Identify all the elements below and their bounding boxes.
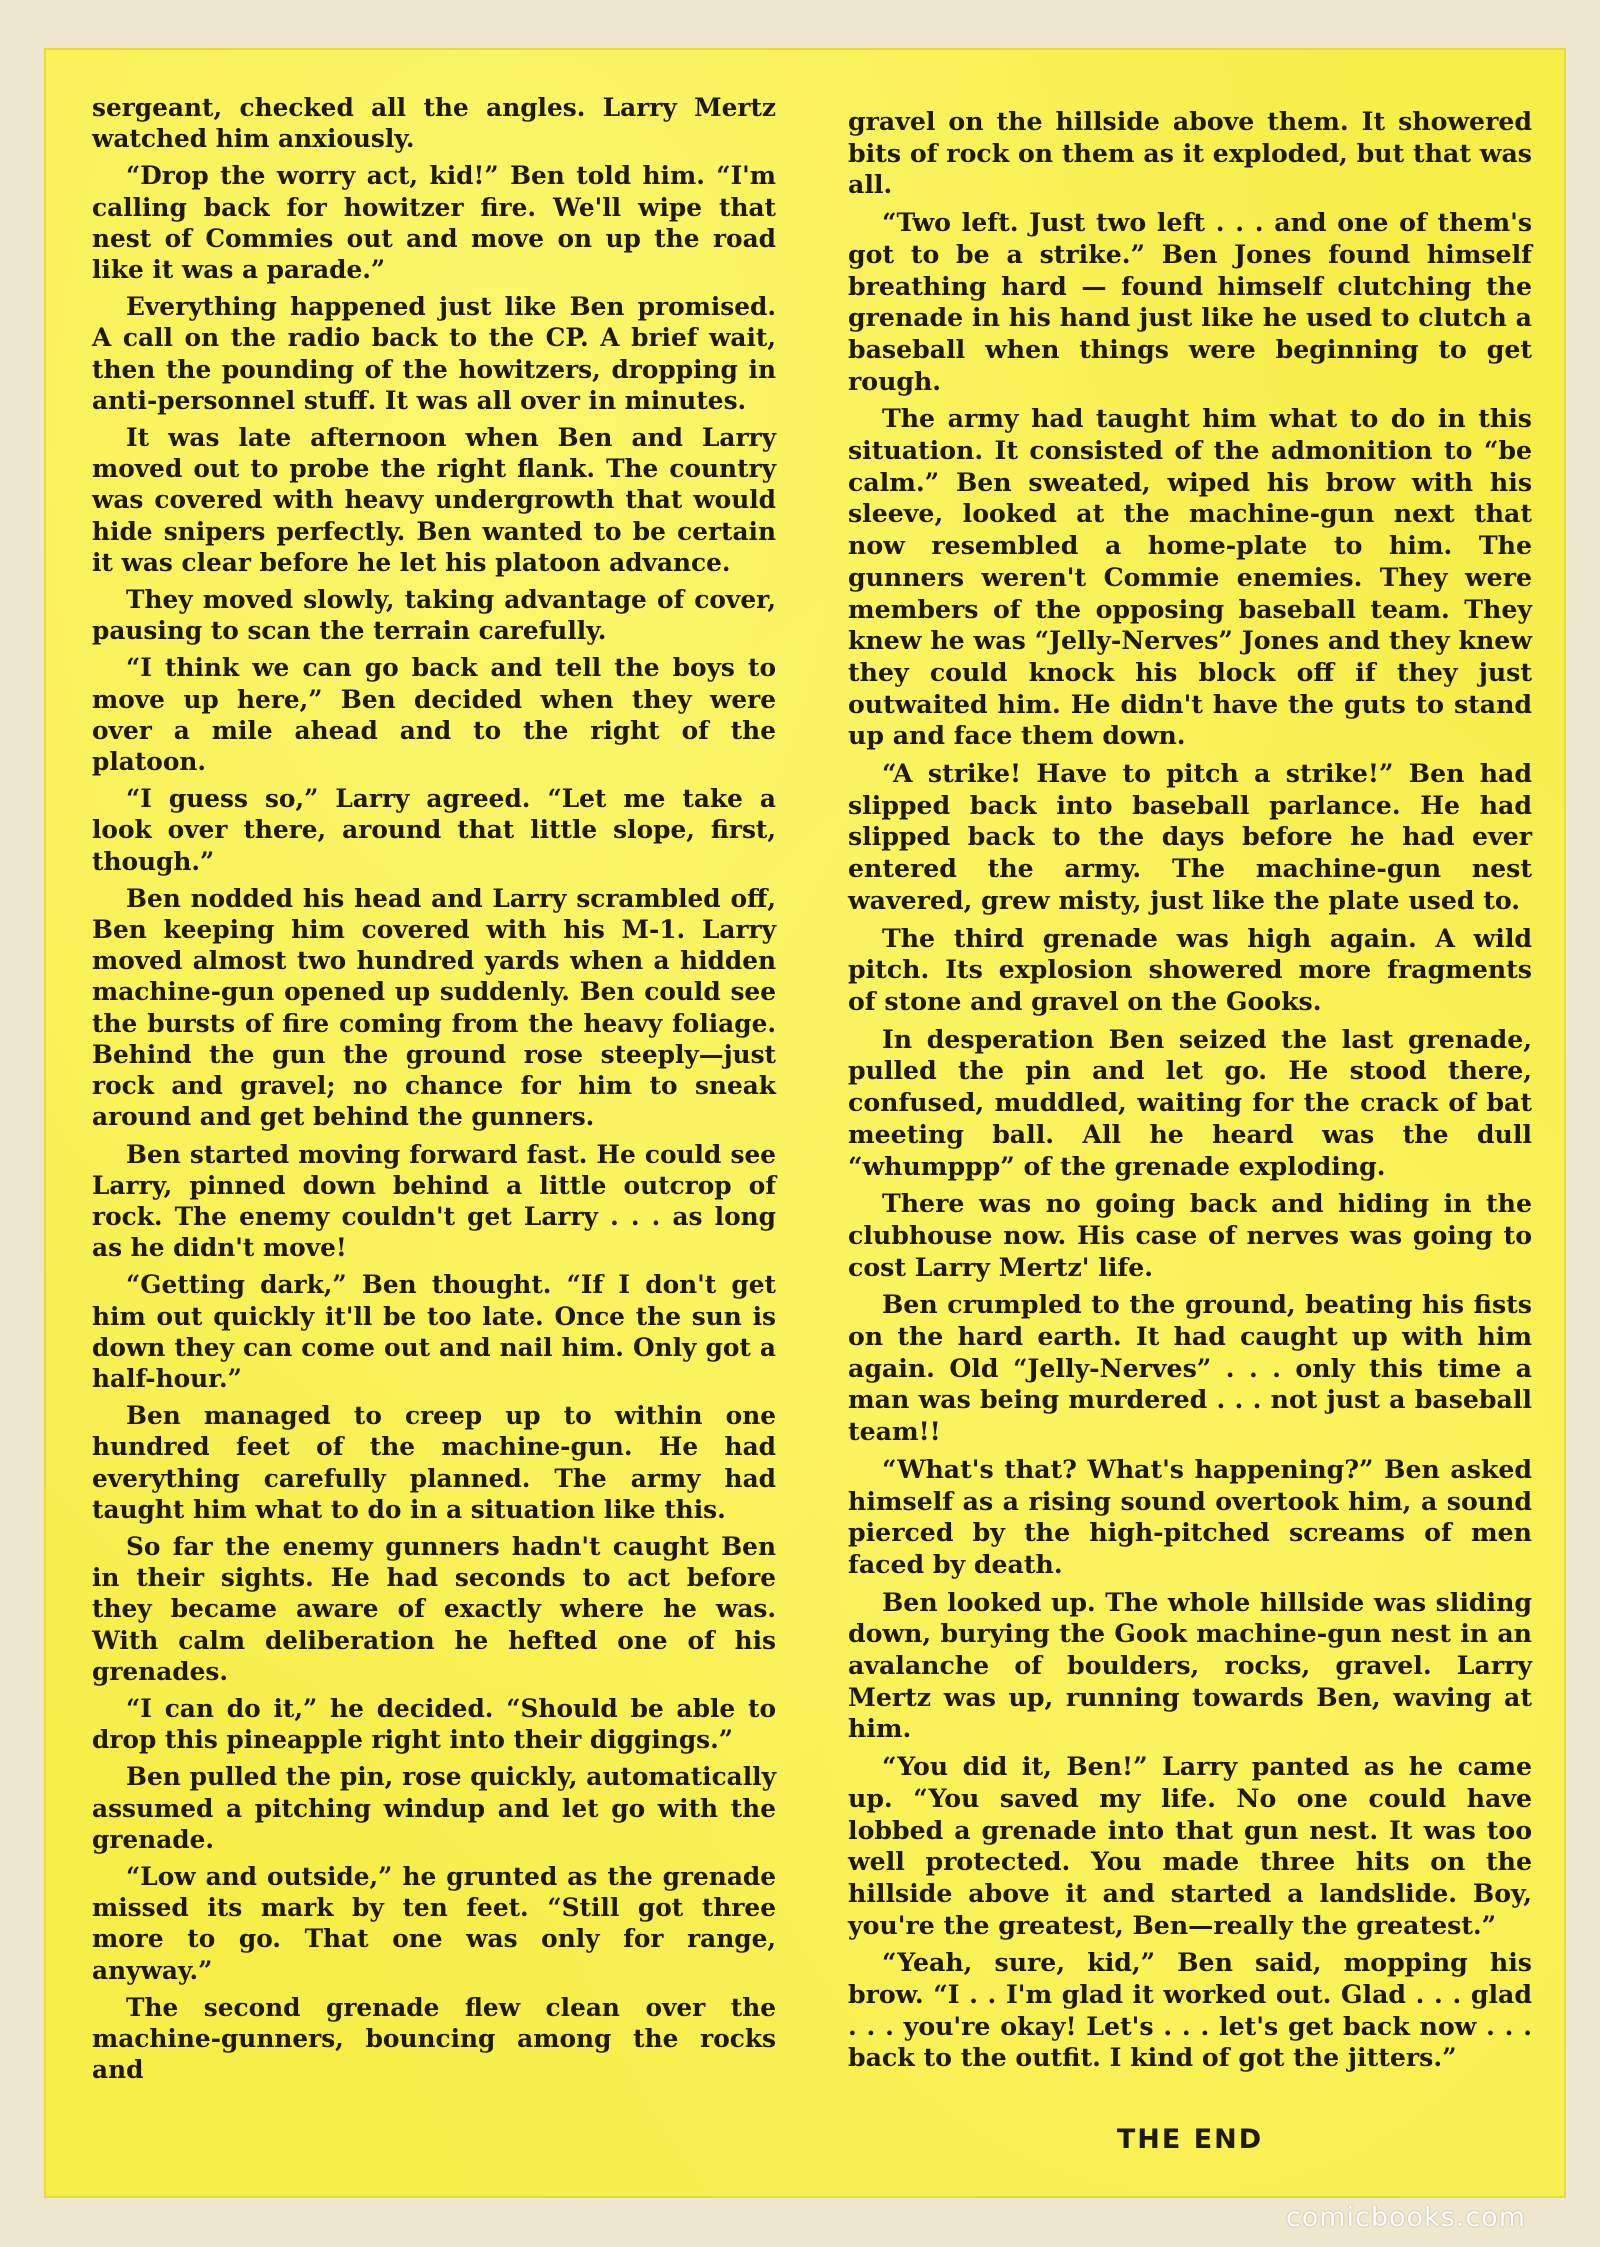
paragraph: Ben crumpled to the ground, beating his fists on the hard earth. It had caught up with him again. Old “Jelly-Nerves” . . . only this time a man was being murdered . . . not just a baseball team!!	[848, 1289, 1532, 1447]
left-text-column	[92, 92, 776, 2091]
paragraph: Ben looked up. The whole hillside was sliding down, burying the Gook machine-gun nest in an avalanche of boulders, rocks, gravel. Larry Mertz was up, running towards Ben, waving at him.	[848, 1586, 1532, 1744]
paragraph: So far the enemy gunners hadn't caught Ben in their sights. He had seconds to act before they became aware of exactly where he was. With calm deliberation he hefted one of his grenades.	[92, 1531, 776, 1686]
paragraph: Ben nodded his head and Larry scrambled off, Ben keeping him covered with his M-1. Larry moved almost two hundred yards when a hidden machine-gun opened up suddenly. Ben could see the bursts of fire coming from the heavy foliage. Behind the gun the ground rose steeply—just rock and gravel; no chance for him to sneak around and get behind the gunners.	[92, 883, 776, 1132]
paragraph: “Yeah, sure, kid,” Ben said, mopping his brow. “I . . I'm glad it worked out. Glad . . . glad . . . you're okay! Let's . . . let's get back now . . . back to the outfit. I kind of got the jitters.”	[848, 1947, 1532, 2073]
paragraph: It was late afternoon when Ben and Larry moved out to probe the right flank. The country was covered with heavy undergrowth that would hide snipers perfectly. Ben wanted to be certain it was clear before he let his platoon advance.	[92, 423, 776, 577]
paragraph: “A strike! Have to pitch a strike!” Ben had slipped back into baseball parlance. He had slipped back to the days before he had ever entered the army. The machine-gun nest wavered, grew misty, just like the plate used to.	[848, 758, 1532, 915]
paragraph: “Getting dark,” Ben thought. “If I don't get him out quickly it'll be too late. Once the sun is down they can come out and nail him. Only got a half-hour.”	[92, 1270, 776, 1393]
paragraph: The army had taught him what to do in this situation. It consisted of the admonition to “be calm.” Ben sweated, wiped his brow with his sleeve, looked at the machine-gun next that now resembled a home-plate to him. The gunners weren't Commie enemies. They were members of the opposing baseball team. They knew he was “Jelly-Nerves” Jones and they knew they could knock his block off if they just outwaited him. He didn't have the guts to stand up and face them down.	[848, 403, 1532, 751]
paragraph: The third grenade was high again. A wild pitch. Its explosion showered more fragments of stone and gravel on the Gooks.	[848, 922, 1532, 1016]
paragraph: “I think we can go back and tell the boys to move up here,” Ben decided when they were over a mile ahead and to the right of the platoon.	[92, 653, 776, 777]
paragraph: Ben started moving forward fast. He could see Larry, pinned down behind a little outcrop of rock. The enemy couldn't get Larry . . . as long as he didn't move!	[92, 1139, 776, 1263]
paragraph: Ben pulled the pin, rose quickly, automatically assumed a pitching windup and let go with the grenade.	[92, 1762, 776, 1854]
paragraph: The second grenade flew clean over the machine-gunners, bouncing among the rocks and	[92, 1992, 776, 2085]
paragraph: Ben managed to creep up to within one hundred feet of the machine-gun. He had everything carefully planned. The army had taught him what to do in a situation like this.	[92, 1401, 776, 1524]
right-text-column	[848, 106, 1532, 2080]
paragraph: gravel on the hillside above them. It showered bits of rock on them as it exploded, but that was all.	[848, 106, 1532, 200]
paragraph: “Low and outside,” he grunted as the grenade missed its mark by ten feet. “Still got three more to go. That one was only for range, anyway.”	[92, 1861, 776, 1985]
the-end-caption: THE END	[1116, 2124, 1264, 2155]
paragraph: They moved slowly, taking advantage of cover, pausing to scan the terrain carefully.	[92, 585, 776, 646]
site-watermark: comicbooks.com	[1285, 2202, 1526, 2233]
paragraph: Everything happened just like Ben promised. A call on the radio back to the CP. A brief wait, then the pounding of the howitzers, dropping in anti-personnel stuff. It was all over in minutes.	[92, 292, 776, 415]
paragraph: “You did it, Ben!” Larry panted as he came up. “You saved my life. No one could have lobbed a grenade into that gun nest. It was too well protected. You made three hits on the hillside above it and started a landslide. Boy, you're the greatest, Ben—really the greatest.”	[848, 1751, 1532, 1940]
paragraph: There was no going back and hiding in the clubhouse now. His case of nerves was going to cost Larry Mertz' life.	[848, 1188, 1532, 1282]
paragraph: “Two left. Just two left . . . and one of them's got to be a strike.” Ben Jones found himself breathing hard — found himself clutching the grenade in his hand just like he used to clutch a baseball when things were beginning to get rough.	[848, 207, 1532, 396]
paragraph: “I guess so,” Larry agreed. “Let me take a look over there, around that little slope, first, though.”	[92, 784, 776, 876]
paragraph: sergeant, checked all the angles. Larry Mertz watched him anxiously.	[92, 93, 776, 154]
paragraph: In desperation Ben seized the last grenade, pulled the pin and let go. He stood there, confused, muddled, waiting for the crack of bat meeting ball. All he heard was the dull “whumppp” of the grenade exploding.	[848, 1023, 1532, 1181]
paragraph: “Drop the worry act, kid!” Ben told him. “I'm calling back for howitzer fire. We'll wipe that nest of Commies out and move on up the road like it was a parade.”	[92, 161, 776, 285]
paragraph: “I can do it,” he decided. “Should be able to drop this pineapple right into their diggings.”	[92, 1693, 776, 1755]
paragraph: “What's that? What's happening?” Ben asked himself as a rising sound overtook him, a sound pierced by the high-pitched screams of men faced by death.	[848, 1453, 1532, 1579]
